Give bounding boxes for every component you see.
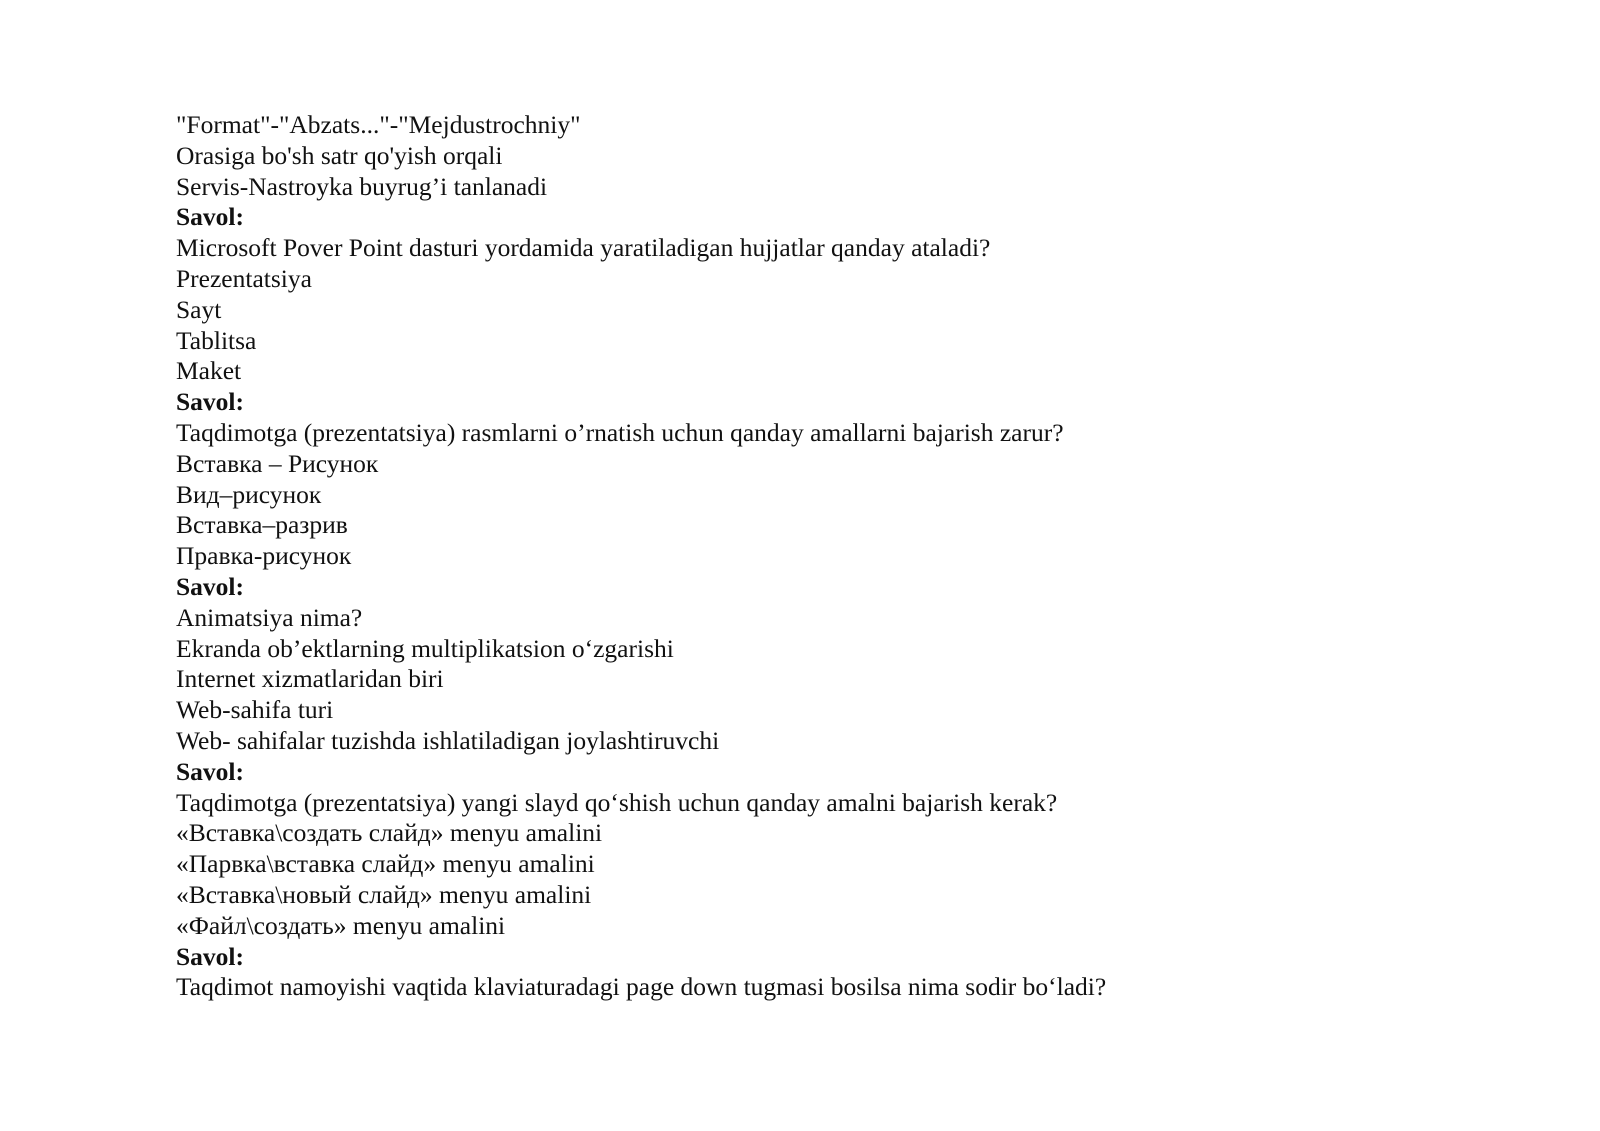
answer-option: Internet xizmatlaridan biri [176,664,444,694]
answer-option: Maket [176,356,242,386]
answer-option: Sayt [176,294,222,324]
answer-option: «Парвка\вставка слайд» menyu amalini [176,849,595,879]
answer-option: Web- sahifalar tuzishda ishlatiladigan joylashtiruvchi [176,725,720,755]
question-heading: Savol: [176,941,245,971]
answer-option: Правка-рисунок [176,541,352,571]
answer-option: «Вставка\новый слайд» menyu amalini [176,879,592,909]
question-text: Taqdimotga (prezentatsiya) rasmlarni o’rnatish uchun qanday amallarni bajarish zarur? [176,417,1064,447]
answer-option: "Format"-"Abzats..."-"Mejdustrochniy" [176,110,581,139]
answer-option: Prezentatsiya [176,263,312,293]
answer-option: Web-sahifa turi [176,695,334,725]
question-text: Animatsiya nima? [176,602,363,632]
answer-option: Вставка – Рисунок [176,448,379,478]
answer-option: «Файл\создать» menyu amalini [176,910,506,940]
question-text: Taqdimot namoyishi vaqtida klaviaturadagi page down tugmasi bosilsa nima sodir bo‘ladi? [176,972,1107,1002]
question-text: Taqdimotga (prezentatsiya) yangi slayd qo‘shish uchun qanday amalni bajarish kerak? [176,787,1058,817]
answer-option: Ekranda ob’ektlarning multiplikatsion o‘zgarishi [176,633,674,663]
question-heading: Savol: [176,756,245,786]
answer-option: Orasiga bo'sh satr qo'yish orqali [176,140,503,170]
question-heading: Savol: [176,571,245,601]
question-heading: Savol: [176,387,245,417]
answer-option: Вид–рисунок [176,479,322,509]
document-body [176,110,1476,1003]
answer-option: Вставка–разрив [176,510,348,540]
answer-option: Servis-Nastroyka buyrug’i tanlanadi [176,171,548,201]
question-heading: Savol: [176,202,245,232]
question-text: Microsoft Pover Point dasturi yordamida yaratiladigan hujjatlar qanday ataladi? [176,233,991,263]
answer-option: Tablitsa [176,325,257,355]
answer-option: «Вставка\создать слайд» menyu amalini [176,818,603,848]
